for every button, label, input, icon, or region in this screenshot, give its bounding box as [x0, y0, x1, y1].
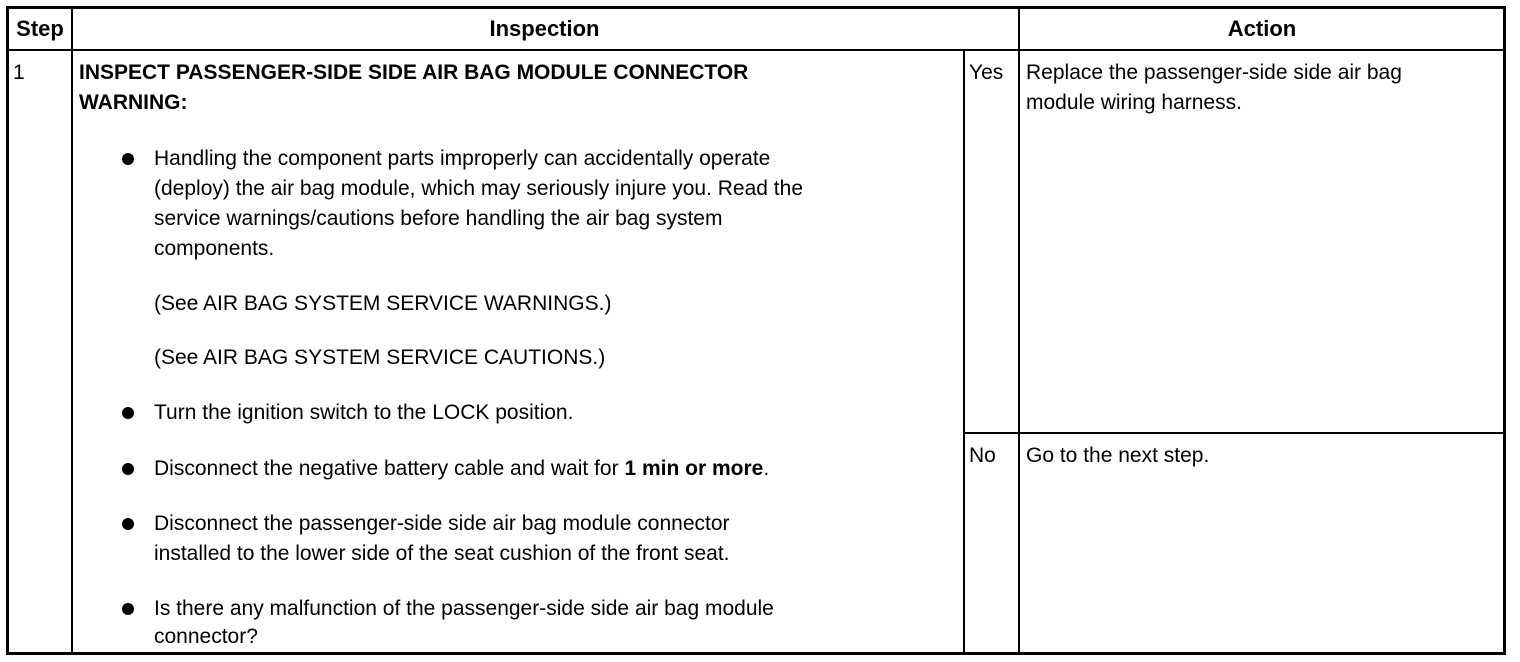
no-action: Go to the next step.	[1026, 444, 1210, 467]
bullet-5-line-1: Is there any malfunction of the passenger-side side air bag module	[154, 597, 774, 620]
col-divider-step	[71, 9, 73, 652]
bullet-3-text-before: Disconnect the negative battery cable and wait for	[154, 457, 625, 480]
inspection-title: INSPECT PASSENGER-SIDE SIDE AIR BAG MODULE CONNECTOR	[79, 61, 749, 84]
header-divider	[9, 49, 1503, 51]
yes-label: Yes	[969, 61, 1004, 84]
header-inspection: Inspection	[489, 16, 600, 41]
col-divider-answer	[963, 49, 965, 652]
header-step: Step	[16, 16, 64, 41]
bullet-3-duration: 1 min or more	[624, 457, 764, 480]
bullet-dot	[122, 153, 134, 165]
bullet-dot	[122, 463, 134, 475]
bullet-2-text: Turn the ignition switch to the LOCK position.	[154, 401, 574, 424]
bullet-1-line-2: (deploy) the air bag module, which may seriously injure you. Read the	[154, 177, 804, 200]
inspection-table	[6, 6, 1506, 655]
yes-action-line-1: Replace the passenger-side side air bag	[1026, 61, 1402, 84]
bullet-1-line-4: components.	[154, 237, 275, 260]
bullet-3-text-after: .	[763, 457, 770, 480]
see-warnings-reference: (See AIR BAG SYSTEM SERVICE WARNINGS.)	[154, 292, 612, 315]
bullet-1-line-3: service warnings/cautions before handling the air bag system	[154, 207, 723, 230]
bullet-4-line-2: installed to the lower side of the seat cushion of the front seat.	[154, 542, 730, 565]
yes-no-divider	[963, 432, 1503, 434]
bullet-1-line-1: Handling the component parts improperly can accidentally operate	[154, 147, 771, 170]
bullet-dot	[122, 603, 134, 615]
col-divider-inspection	[1018, 9, 1020, 652]
bullet-dot	[122, 518, 134, 530]
warning-label: WARNING:	[79, 91, 188, 114]
bullet-5-line-2: connector?	[154, 625, 258, 648]
no-label: No	[969, 444, 996, 467]
header-action: Action	[1227, 16, 1297, 41]
yes-action-line-2: module wiring harness.	[1026, 91, 1242, 114]
step-number: 1	[13, 61, 25, 84]
bullet-4-line-1: Disconnect the passenger-side side air bag module connector	[154, 512, 730, 535]
see-cautions-reference: (See AIR BAG SYSTEM SERVICE CAUTIONS.)	[154, 346, 606, 369]
bullet-dot	[122, 407, 134, 419]
bullet-3-text	[154, 454, 769, 484]
